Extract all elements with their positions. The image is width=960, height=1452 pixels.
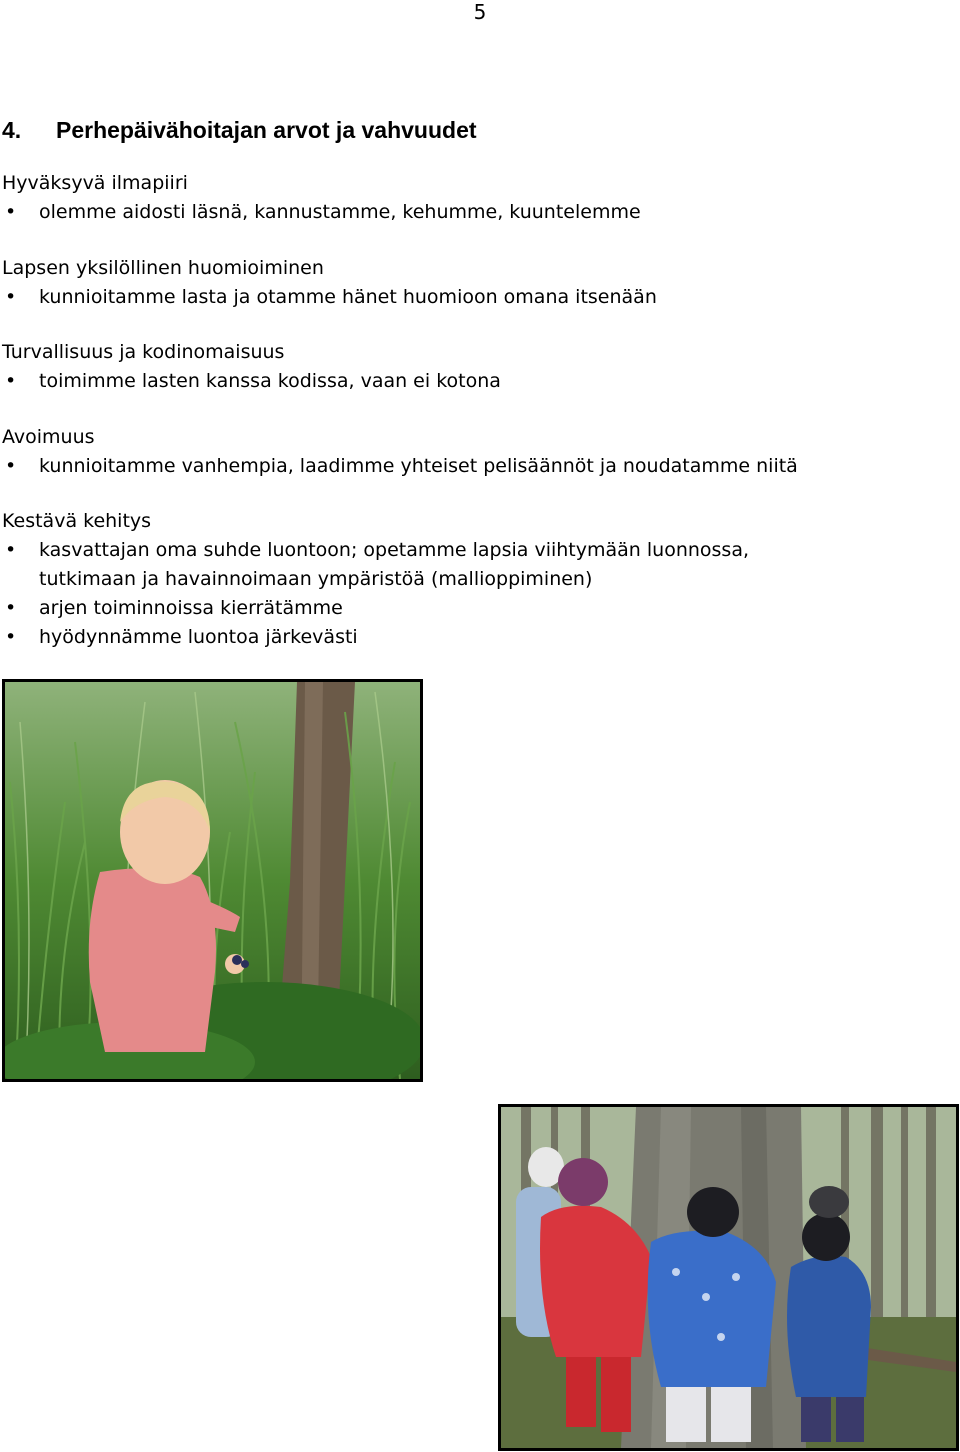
list-item-text: kasvattajan oma suhde luontoon; opetamme lapsia viihtymään luonnossa, (39, 539, 750, 561)
section-sustainability (2, 507, 952, 652)
bullet-icon: • (5, 455, 17, 477)
list-item-text: olemme aidosti läsnä, kannustamme, kehumme, kuuntelemme (39, 201, 641, 223)
heading-text: Perhepäivähoitajan arvot ja vahvuudet (56, 117, 477, 143)
list-item-text: kunnioitamme lasta ja otamme hänet huomioon omana itsenään (39, 286, 657, 308)
photo-children-hugging-tree-illustration (501, 1107, 956, 1448)
section-acceptance (2, 169, 952, 227)
section-title: Turvallisuus ja kodinomaisuus (2, 341, 285, 363)
bullet-list (2, 536, 952, 652)
section-title: Avoimuus (2, 426, 95, 448)
list-item (2, 367, 952, 396)
list-item-text: arjen toiminnoissa kierrätämme (39, 597, 343, 619)
list-item (2, 536, 952, 594)
bullet-icon: • (5, 626, 17, 648)
list-item (2, 623, 952, 652)
photo-child-picking-berries-illustration (5, 682, 420, 1079)
section-title: Kestävä kehitys (2, 510, 152, 532)
list-item (2, 198, 952, 227)
section-title: Lapsen yksilöllinen huomioiminen (2, 257, 324, 279)
bullet-list (2, 452, 952, 481)
bullet-list (2, 367, 952, 396)
list-item-text: kunnioitamme vanhempia, laadimme yhteiset pelisäännöt ja noudatamme niitä (39, 455, 798, 477)
list-item (2, 452, 952, 481)
list-item-text: hyödynnämme luontoa järkevästi (39, 626, 358, 648)
list-item-continuation: tutkimaan ja havainnoimaan ympäristöä (mallioppiminen) (39, 568, 593, 590)
section-individuality (2, 254, 952, 312)
photo-children-hugging-tree (498, 1104, 959, 1451)
page-number: 5 (473, 0, 487, 24)
bullet-icon: • (5, 286, 17, 308)
bullet-list (2, 198, 952, 227)
list-item (2, 283, 952, 312)
heading-number: 4. (2, 117, 22, 143)
section-safety (2, 338, 952, 396)
bullet-icon: • (5, 539, 17, 561)
bullet-icon: • (5, 370, 17, 392)
bullet-list (2, 283, 952, 312)
section-title: Hyväksyvä ilmapiiri (2, 172, 188, 194)
section-heading (2, 114, 477, 146)
bullet-icon: • (5, 597, 17, 619)
bullet-icon: • (5, 201, 17, 223)
list-item (2, 594, 952, 623)
section-openness (2, 423, 952, 481)
list-item-text: toimimme lasten kanssa kodissa, vaan ei kotona (39, 370, 501, 392)
photo-child-picking-berries (2, 679, 423, 1082)
